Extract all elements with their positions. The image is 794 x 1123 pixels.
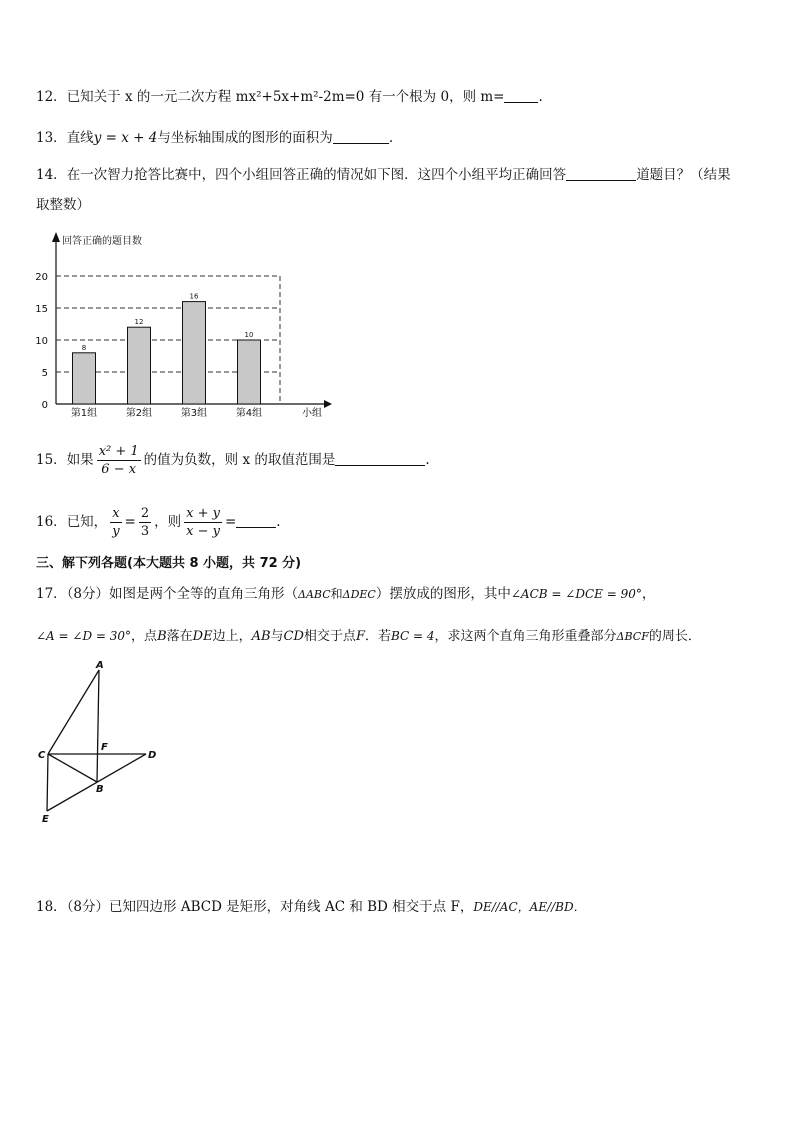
question-14: 14．在一次智力抢答比赛中，四个小组回答正确的情况如下图．这四个小组平均正确回答 道题目？（结果 — [36, 167, 731, 183]
fraction-two-thirds: $\frac{2}{3}$ — [140, 506, 150, 539]
question-17: 17．（8分）如图是两个全等的直角三角形（ΔABC和ΔDEC）摆放成的图形，其中∠ACB = ∠DCE = 90°， — [36, 586, 656, 602]
question-14-line2: 取整数） — [36, 197, 90, 213]
question-number: 18． — [36, 899, 67, 915]
answer-blank[interactable] — [566, 166, 636, 181]
x-tick-label: 第2组 — [125, 408, 153, 419]
data-label: 12 — [134, 318, 144, 327]
answer-blank[interactable] — [333, 129, 389, 144]
answer-blank[interactable] — [504, 88, 538, 103]
question-number: 12． — [36, 89, 67, 105]
question-18: 18．（8分）已知四边形 ABCD 是矩形，对角线 AC 和 BD 相交于点 F，DE//AC，AE//BD． — [36, 899, 586, 915]
data-label: 16 — [189, 292, 199, 301]
y-tick-label: 20 — [35, 272, 48, 283]
label-B: B — [96, 784, 104, 795]
label-A: A — [96, 660, 104, 671]
x-axis-arrow — [324, 400, 332, 408]
y-tick-label: 15 — [35, 304, 48, 315]
label-C: C — [38, 750, 46, 761]
x-axis-title: 小组 — [302, 408, 322, 419]
data-label: 8 — [81, 343, 87, 352]
question-text: 已知关于 x 的一元二次方程 mx²+5x+m²-2m=0 有一个根为 0，则 m= — [66, 89, 505, 105]
segment-AB — [97, 670, 99, 782]
question-12: 12．已知关于 x 的一元二次方程 mx²+5x+m²-2m=0 有一个根为 0，则 m= . — [36, 89, 543, 105]
label-D: D — [148, 750, 157, 761]
y-tick-label: 5 — [41, 368, 48, 379]
segment-AC — [48, 670, 99, 754]
segment-CB — [48, 754, 97, 782]
fraction: $\frac{\text{x² + 1}}{6 - x}$ — [98, 444, 139, 477]
data-label: 10 — [244, 331, 254, 339]
question-number: 14． — [36, 167, 67, 183]
segment-CE — [47, 754, 48, 811]
question-16: 16．已知， $\frac{x}{y}$ = $\frac{2}{3}$ ，则 $\frac{x + y}{x - y}$ = . — [36, 506, 281, 539]
question-17-line2: ∠A = ∠D = 30°，点B落在DE边上，AB与CD相交于点F．若BC = 4，求这两个直角三角形重叠部分ΔBCF的周长． — [36, 629, 701, 644]
question-number: 13． — [36, 130, 67, 146]
fraction-x-over-y: $\frac{x}{y}$ — [112, 506, 120, 539]
bar-chart — [28, 226, 358, 426]
label-E: E — [42, 814, 49, 825]
answer-blank[interactable] — [335, 451, 425, 466]
question-15: 15．如果 $\frac{\text{x² + 1}}{6 - x}$ 的值为负数，则 x 的取值范围是 . — [36, 444, 430, 477]
bar — [73, 353, 96, 404]
question-number: 16． — [36, 514, 67, 530]
bar — [183, 302, 206, 404]
fraction-sum-over-diff: $\frac{x + y}{x - y}$ — [186, 506, 220, 539]
bar — [238, 340, 261, 404]
y-tick-label: 0 — [41, 400, 48, 411]
y-axis-title: 回答正确的题目数 — [62, 236, 142, 247]
answer-blank[interactable] — [236, 513, 276, 528]
x-tick-label: 第4组 — [235, 408, 263, 419]
line-equation: y = x + 4 — [93, 130, 158, 146]
x-tick-label: 第1组 — [70, 408, 98, 419]
question-number: 15． — [36, 452, 67, 468]
question-number: 17． — [36, 586, 67, 602]
y-axis-arrow — [52, 232, 60, 242]
section-heading: 三、解下列各题(本大题共 8 小题，共 72 分) — [36, 556, 302, 571]
question-13: 13．直线y = x + 4与坐标轴围成的图形的面积为 . — [36, 130, 394, 146]
bar — [128, 327, 151, 404]
triangle-figure — [36, 658, 176, 828]
x-tick-label: 第3组 — [180, 408, 208, 419]
label-F: F — [101, 742, 108, 753]
y-tick-label: 10 — [35, 336, 48, 347]
